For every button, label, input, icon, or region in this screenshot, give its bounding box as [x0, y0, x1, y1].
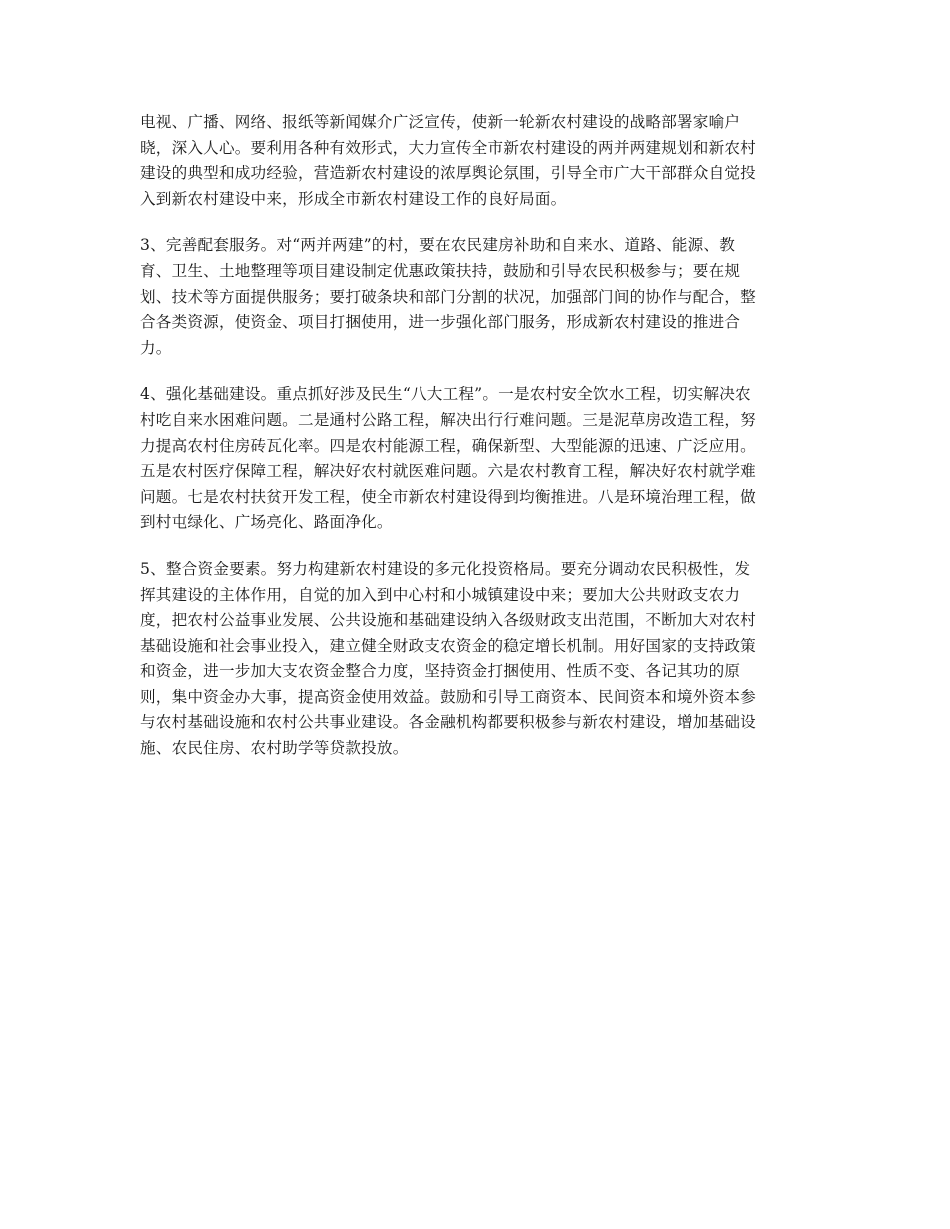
text-line: 育、卫生、土地整理等项目建设制定优惠政策扶持，鼓励和引导农民积极参与；要在规: [140, 261, 741, 280]
text-line: 3、完善配套服务。对“两并两建”的村，要在农民建房补助和自来水、道路、能源、教: [140, 236, 736, 255]
text-line: 入到新农村建设中来，形成全市新农村建设工作的良好局面。: [140, 189, 567, 208]
text-line: 五是农村医疗保障工程，解决好农村就医难问题。六是农村教育工程，解决好农村就学难: [140, 462, 756, 481]
text-line: 5、整合资金要素。努力构建新农村建设的多元化投资格局。要充分调动农民积极性，发: [140, 559, 751, 578]
text-line: 基础设施和社会事业投入，建立健全财政支农资金的稳定增长机制。用好国家的支持政策: [140, 636, 756, 655]
text-line: 电视、广播、网络、报纸等新闻媒介广泛宣传，使新一轮新农村建设的战略部署家喻户: [140, 113, 741, 131]
paragraph-supporting-services: [140, 233, 812, 361]
paragraph-publicity: [140, 110, 812, 212]
text-line: 挥其建设的主体作用，自觉的加入到中心村和小城镇建设中来；要加大公共财政支农力: [140, 585, 741, 604]
text-line: 村吃自来水困难问题。二是通村公路工程，解决出行行难问题。三是泥草房改造工程，努: [140, 410, 756, 429]
text-line: 4、强化基础建设。重点抓好涉及民生“八大工程”。一是农村安全饮水工程，切实解决农: [140, 385, 751, 404]
text-line: 建设的典型和成功经验，营造新农村建设的浓厚舆论氛围，引导全市广大干部群众自觉投: [140, 164, 756, 183]
text-line: 施、农民住房、农村助学等贷款投放。: [140, 739, 409, 758]
document-body: [140, 110, 812, 783]
text-line: 划、技术等方面提供服务；要打破条块和部门分割的状况，加强部门间的协作与配合，整: [140, 287, 756, 306]
text-line: 合各类资源，使资金、项目打捆使用，进一步强化部门服务，形成新农村建设的推进合: [140, 313, 741, 332]
text-line: 度，把农村公益事业发展、公共设施和基础建设纳入各级财政支出范围，不断加大对农村: [140, 611, 756, 630]
text-line: 力提高农村住房砖瓦化率。四是农村能源工程，确保新型、大型能源的迅速、广泛应用。: [140, 436, 756, 455]
text-line: 力。: [140, 338, 172, 357]
text-line: 晓，深入人心。要利用各种有效形式，大力宣传全市新农村建设的两并两建规划和新农村: [140, 138, 756, 157]
paragraph-funding: [140, 557, 812, 762]
paragraph-infrastructure: [140, 382, 812, 536]
text-line: 则，集中资金办大事，提高资金使用效益。鼓励和引导工商资本、民间资本和境外资本参: [140, 687, 756, 706]
text-line: 问题。七是农村扶贫开发工程，使全市新农村建设得到均衡推进。八是环境治理工程，做: [140, 487, 756, 506]
text-line: 和资金，进一步加大支农资金整合力度，坚持资金打捆使用、性质不变、各记其功的原: [140, 662, 741, 681]
text-line: 到村屯绿化、广场亮化、路面净化。: [140, 513, 393, 532]
text-line: 与农村基础设施和农村公共事业建设。各金融机构都要积极参与新农村建设，增加基础设: [140, 713, 756, 732]
